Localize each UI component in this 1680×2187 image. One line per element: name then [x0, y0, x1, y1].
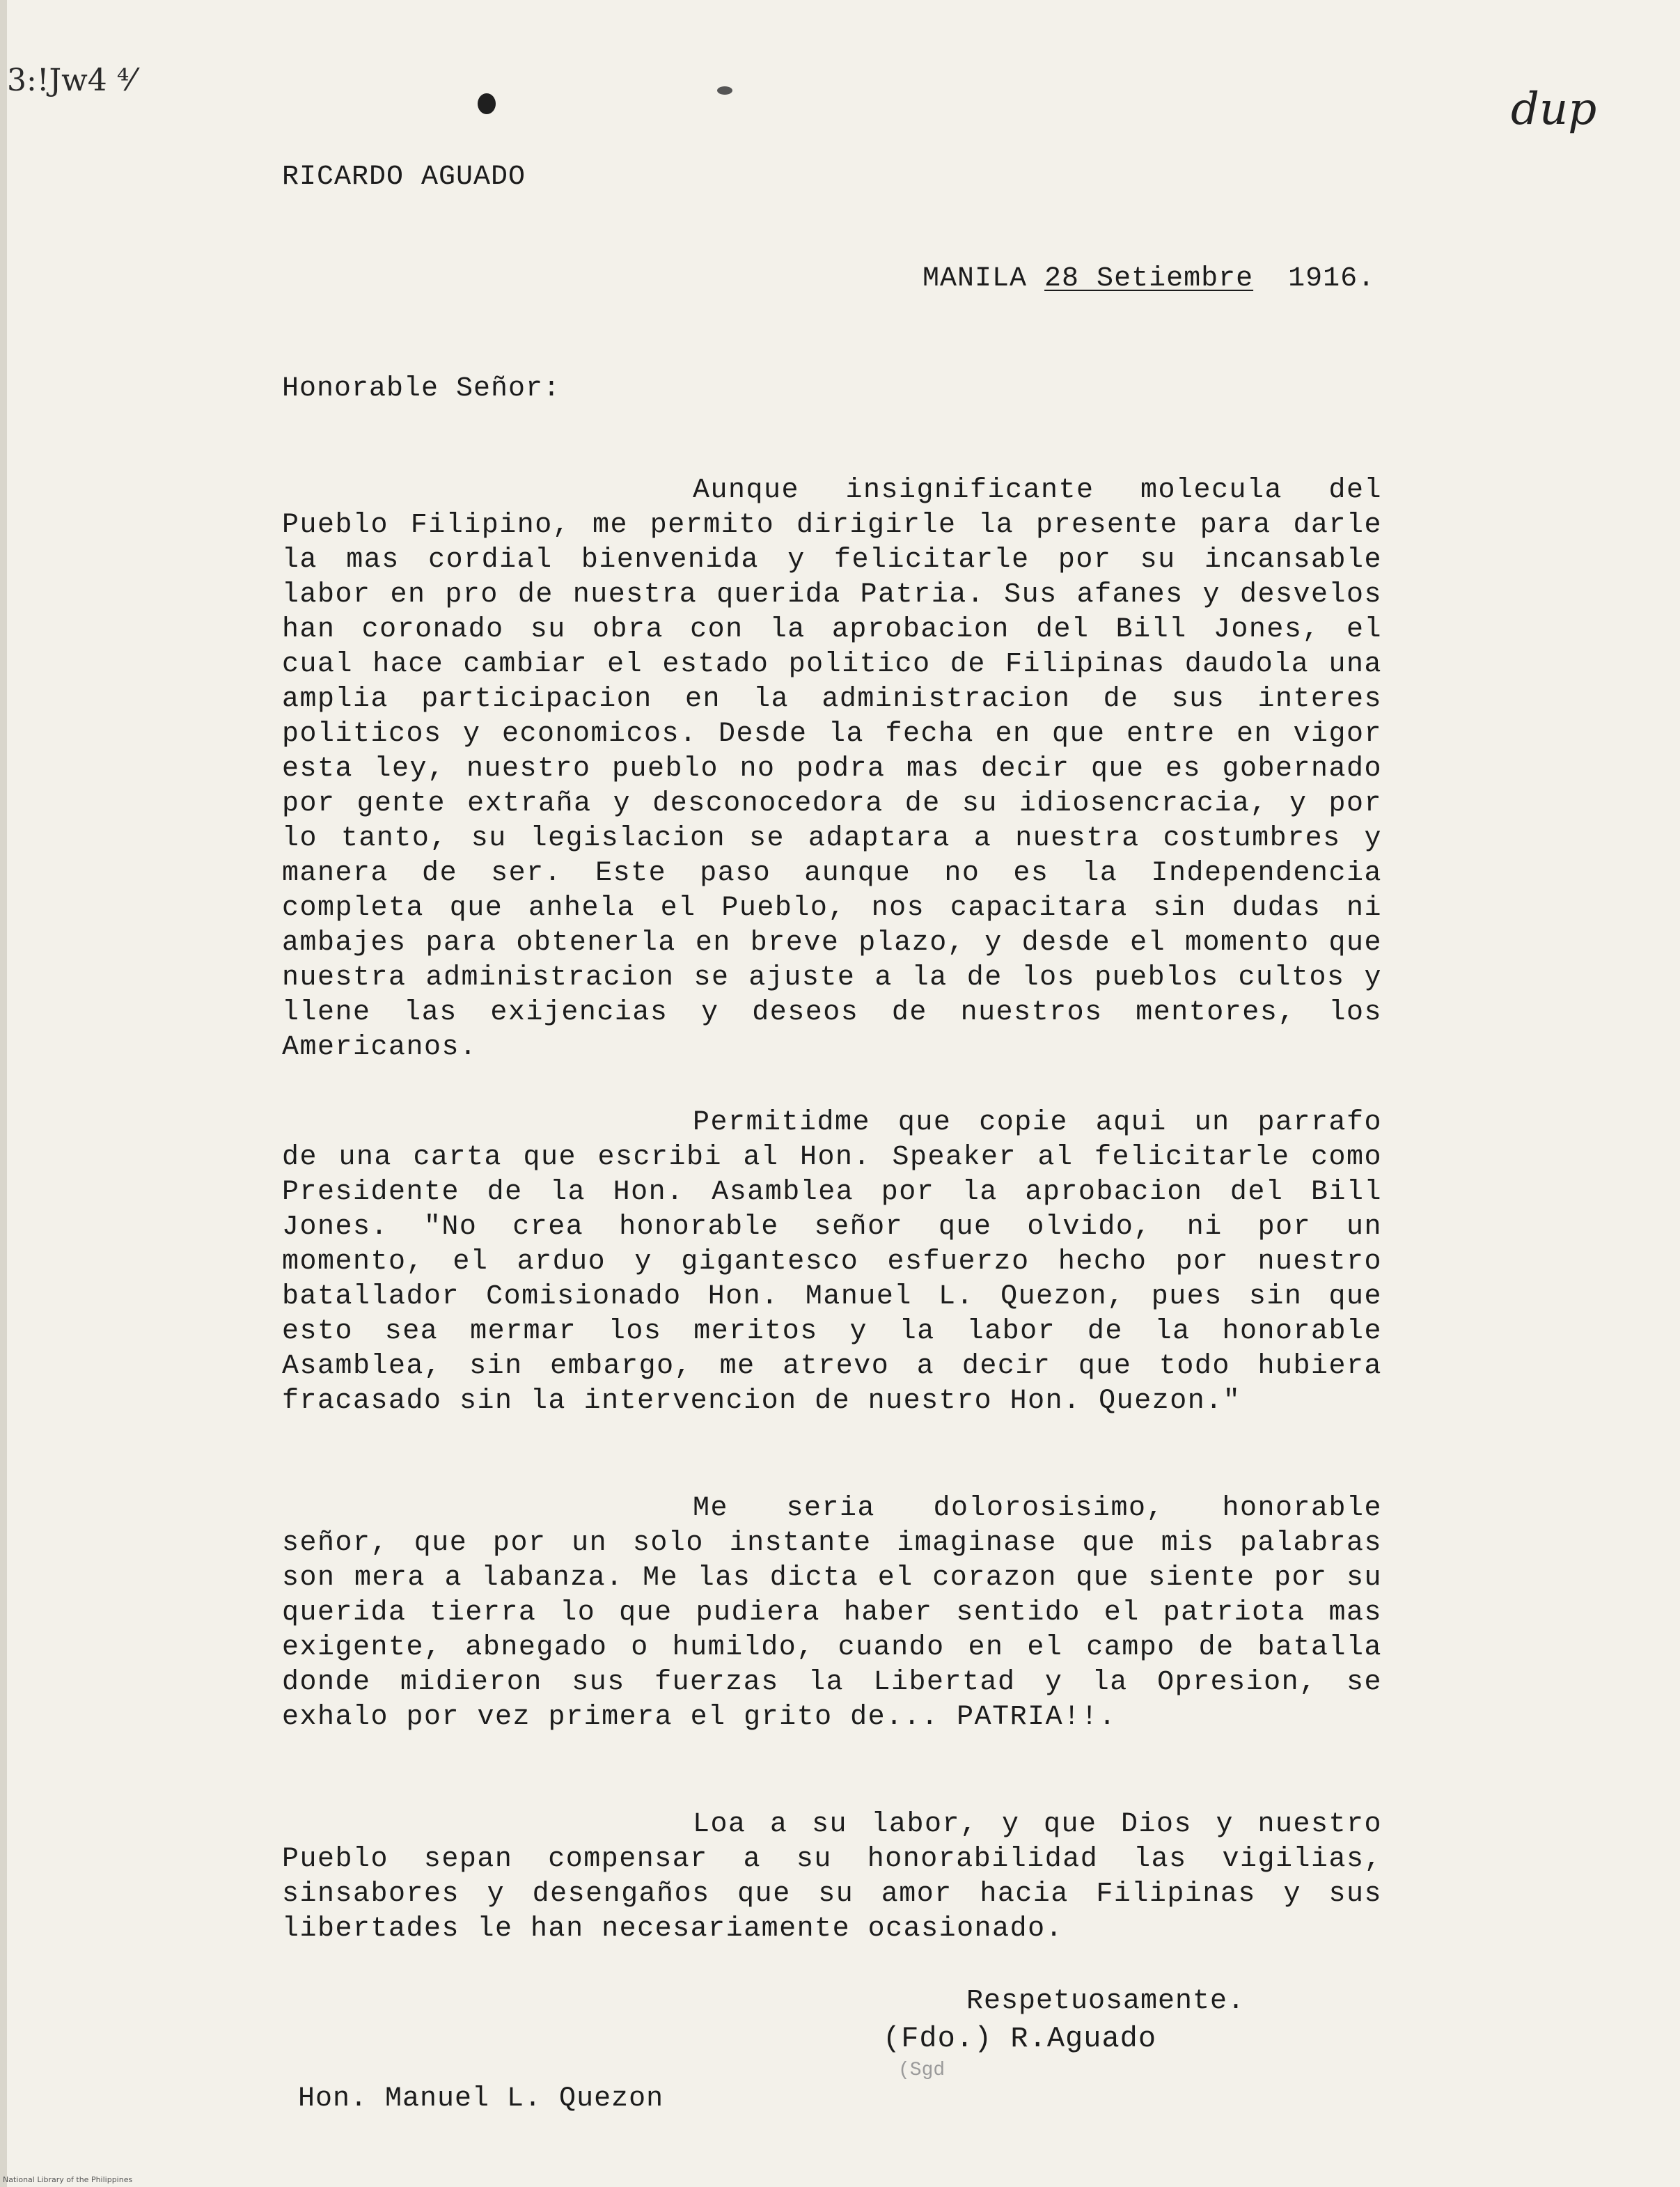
- ink-blot: [478, 93, 496, 114]
- paragraph-1-text: Aunque insignificante molecula del Pueblo Filipino, me permito dirigirle la presente para darle la mas cordial bienvenida y felicitarle por su incansable labor en pro de nuestra querida Patria. Sus afanes y desvelos han coronado su obra con la aprobacion del Bill Jones, el cual hace cambiar el estado politico de Filipinas daudola una amplia participacion en la administracion de sus interes politicos y economicos. Desde la fecha en que entre en vigor esta ley, nuestro pueblo no podra mas decir que es gobernado por gente extraña y desconocedora de su idiosencracia, y por lo tanto, su legislacion se adaptara a nuestra costumbres y manera de ser. Este paso aunque no es la Independencia completa que anhela el Pueblo, nos capacitara sin dudas ni ambajes para obtenerla en breve plazo, y desde el momento que nuestra administracion se ajuste a la de los pueblos cultos y llene las exijencias y deseos de nuestros mentores, los Americanos.: [282, 475, 1382, 1063]
- page-edge-shadow: [0, 0, 7, 2187]
- closing: Respetuosamente.: [966, 1986, 1246, 2017]
- date-year: 1916.: [1288, 263, 1376, 295]
- archive-footer: National Library of the Philippines: [3, 2175, 133, 2184]
- handwritten-note: dup: [1511, 84, 1597, 135]
- paragraph-1: [282, 473, 1382, 1065]
- date-line: [923, 263, 1375, 295]
- ink-smudge: [717, 86, 732, 95]
- salutation: Honorable Señor:: [282, 373, 561, 405]
- paragraph-3-text: Me seria dolorosisimo, honorable señor, que por un solo instante imaginase que mis palabras son mera a labanza. Me las dicta el corazon que siente por su querida tierra lo que pudiera haber sentido el patriota mas exigente, abnegado o humildo, cuando en el campo de batalla donde midieron sus fuerzas la Libertad y la Opresion, se exhalo por vez primera el grito de... PATRIA!!.: [282, 1493, 1382, 1733]
- signature: (Fdo.) R.Aguado: [883, 2022, 1157, 2055]
- date-day-month: 28 Setiembre: [1044, 263, 1254, 295]
- date-city: MANILA: [923, 263, 1028, 295]
- paragraph-4: [282, 1808, 1382, 1947]
- sender-name: RICARDO AGUADO: [282, 162, 526, 193]
- addressee: Hon. Manuel L. Quezon: [298, 2083, 664, 2115]
- paragraph-2-text: Permitidme que copie aqui un parrafo de una carta que escribi al Hon. Speaker al felicitarle como Presidente de la Hon. Asamblea por la aprobacion del Bill Jones. "No crea honorable señor que olvido, ni por un momento, el arduo y gigantesco esfuerzo hecho por nuestro batallador Comisionado Hon. Manuel L. Quezon, pues sin que esto sea mermar los meritos y la labor de la honorable Asamblea, sin embargo, me atrevo a decir que todo hubiera fracasado sin la intervencion de nuestro Hon. Quezon.": [282, 1107, 1382, 1417]
- signature-stamp: (Sgd: [898, 2060, 945, 2081]
- paragraph-4-text: Loa a su labor, y que Dios y nuestro Pueblo sepan compensar a su honorabilidad las vigilias, sinsabores y desengaños que su amor hacia Filipinas y sus libertades le han necesariamente ocasionado.: [282, 1809, 1382, 1945]
- paragraph-3: [282, 1491, 1382, 1735]
- margin-mark-top-left: 3:!Jw4 ⁴⁄: [7, 63, 134, 98]
- paragraph-2: [282, 1106, 1382, 1419]
